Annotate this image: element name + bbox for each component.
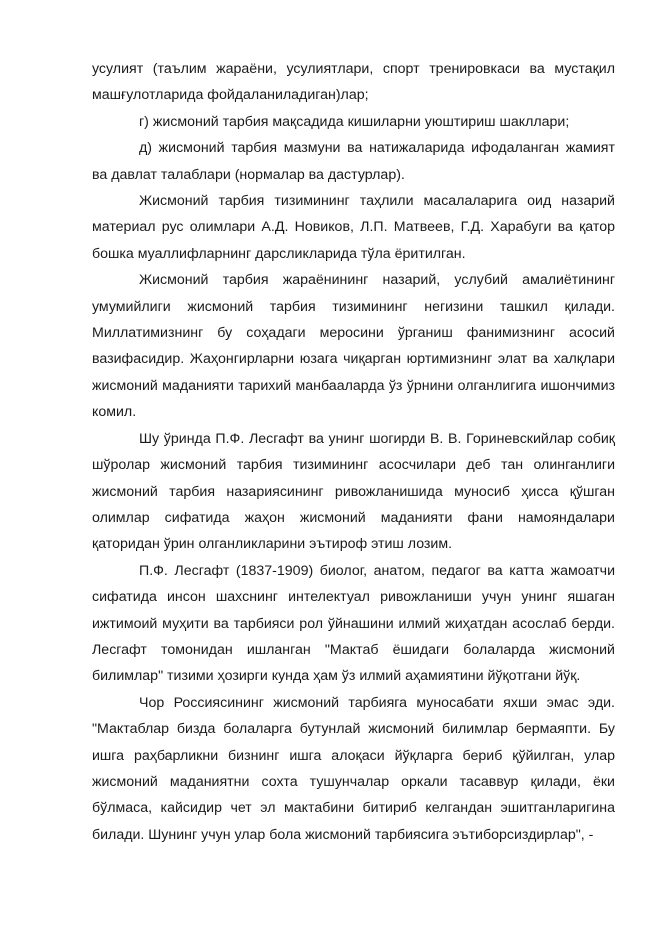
paragraph: Шу ўринда П.Ф. Лесгафт ва унинг шогирди В. В. Гориневскийлар собиқ шўролар жисмоний тарбия тизимининг асосчилари деб тан олинганлиги жисмоний тарбия назариясининг ривожланишида муносиб ҳисса қўшган олимлар сифатида жаҳон жисмоний маданияти фани намояндалари қаторидан ўрин олганликларини эътироф этиш лозим. <box>92 430 615 553</box>
paragraph-continuation: усулият (таълим жараёни, усулиятлари, спорт тренировкаси ва мустақил машғулотларида фойдаланиладиган)лар; <box>92 61 615 104</box>
paragraph-list-item-g: г) жисмоний тарбия мақсадида кишиларни уюштириш шакллари; <box>139 113 570 130</box>
paragraph: П.Ф. Лесгафт (1837-1909) биолог, анатом, педагог ва катта жамоатчи сифатида инсон шахснинг интелектуал ривожланиши учун унинг яшаган ижтимоий муҳити ва тарбияси рол ўйнашини илмий жиҳатдан асослаб берди. Лесгафт томонидан ишланган "Мактаб ёшидаги болаларда жисмоний билимлар" тизими ҳозирги кунда ҳам ўз илмий аҳамиятини йўқотгани йўқ. <box>92 562 615 685</box>
paragraph: Жисмоний тарбия тизимининг таҳлили масалаларига оид назарий материал рус олимлари А.Д. Новиков, Л.П. Матвеев, Г.Д. Харабуги ва қатор бошка муаллифларнинг дарсликларида тўла ёритилган. <box>92 193 615 262</box>
document-page <box>92 56 615 848</box>
paragraph-list-item-d: д) жисмоний тарбия мазмуни ва натижаларида ифодаланган жамият ва давлат талаблари (нормалар ва дастурлар). <box>92 140 615 183</box>
paragraph: Чор Россиясининг жисмоний тарбияга муносабати яхши эмас эди. "Мактаблар бизда болаларга бутунлай жисмоний билимлар бермаяпти. Бу ишга раҳбарликни бизнинг ишга алоқаси йўқларга бериб қўйилган, улар жисмоний маданиятни сохта тушунчалар оркали тасаввур қилади, ёки бўлмаса, кайсидир чет эл мактабини битириб келгандан эшитганларигина билади. Шунинг учун улар бола жисмоний тарбиясига эътиборсиздирлар", - <box>92 694 615 843</box>
paragraph: Жисмоний тарбия жараёнининг назарий, услубий амалиётининг умумийлиги жисмоний тарбия тизимининг негизини ташкил қилади. Миллатимизнинг бу соҳадаги меросини ўрганиш фанимизнинг асосий вазифасидир. Жаҳонгирларни юзага чиқарган юртимизнинг элат ва халқлари жисмоний маданияти тарихий манбааларда ўз ўрнини олганлигига ишончимиз комил. <box>92 272 615 421</box>
